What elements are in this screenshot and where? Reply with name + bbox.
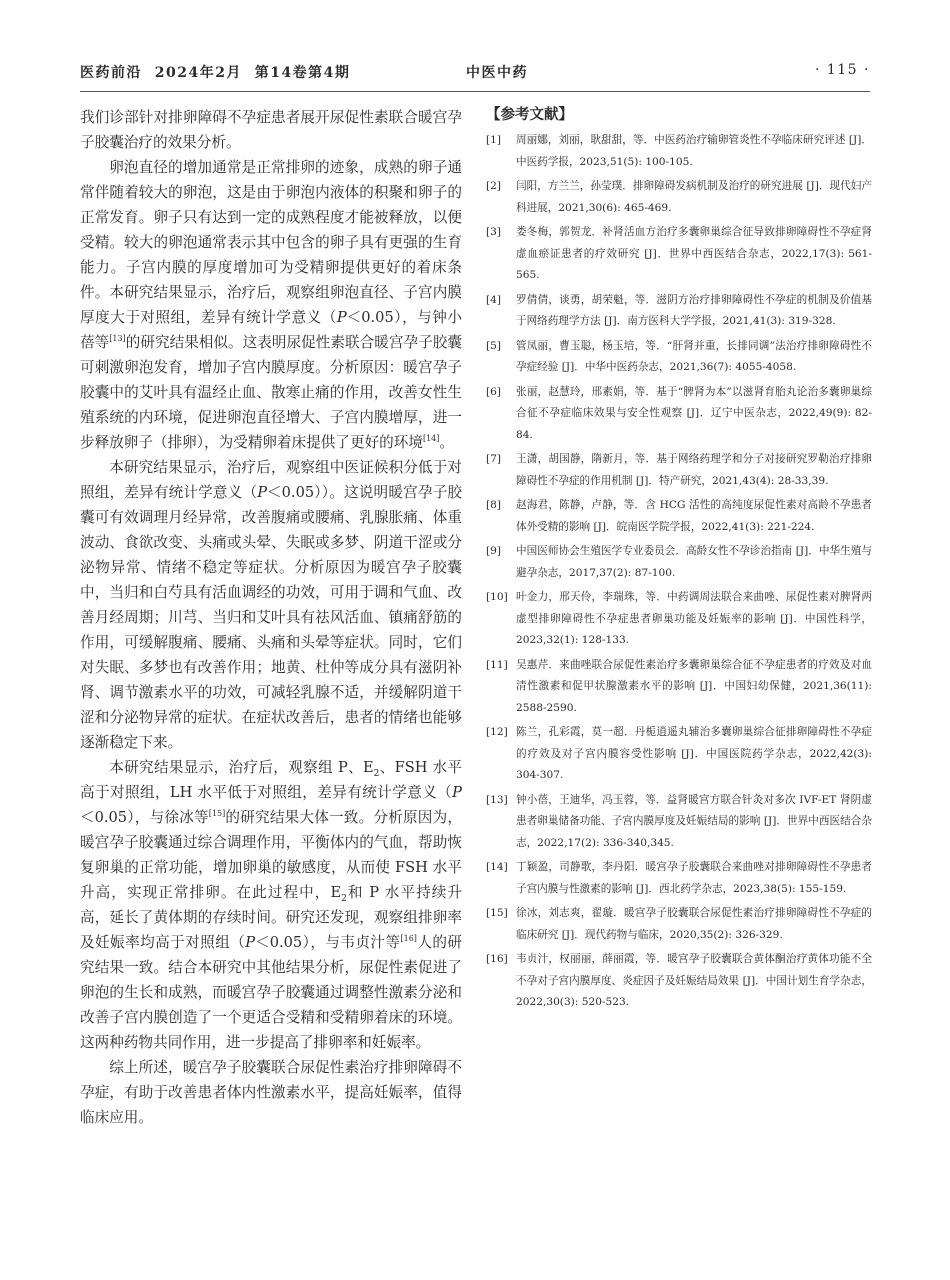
reference-number: [10] bbox=[486, 591, 508, 603]
running-header bbox=[80, 62, 870, 86]
reference-number: [15] bbox=[486, 907, 508, 919]
reference-number: [6] bbox=[486, 385, 502, 398]
reference-text: 韦贞汁，权丽丽，薛丽霞，等．暖宫孕子胶囊联合黄体酮治疗黄体功能不全不孕对子宫内膜厚度、炎症因子及妊娠结局效果 [J]．中国计划生育学杂志，2022,30(3): 520-523. bbox=[516, 953, 872, 1008]
reference-number: [14] bbox=[486, 861, 508, 873]
reference-number: [12] bbox=[486, 726, 508, 738]
reference-item bbox=[486, 495, 872, 538]
reference-number: [13] bbox=[486, 793, 508, 806]
reference-item bbox=[486, 587, 872, 652]
body-text-column bbox=[80, 105, 462, 1130]
reference-text: 周丽娜，刘丽，耿甜甜，等．中医药治疗输卵管炎性不孕临床研究评述 [J]．中医药学报，2023,51(5): 100-105. bbox=[516, 134, 872, 168]
reference-text: 丁颖盈，司静歌，李丹阳．暖宫孕子胶囊联合来曲唑对排卵障碍性不孕患者子宫内膜与性激素的影响 [J]．西北药学杂志，2023,38(5): 155-159. bbox=[516, 861, 872, 895]
reference-number: [9] bbox=[486, 545, 502, 557]
reference-item bbox=[486, 903, 872, 946]
reference-item bbox=[486, 722, 872, 787]
reference-number: [1] bbox=[486, 134, 502, 146]
p-value-symbol: P bbox=[336, 309, 347, 326]
paragraph-tcm-score: 本研究结果显示，治疗后，观察组中医证候积分低于对照组，差异有统计学意义（P＜0.05））。这说明暖宫孕子胶囊可有效调理月经异常，改善腹痛或腰痛、乳腺胀痛、体重波动、食欲改变、头痛或头晕、失眠或多梦、阴道干涩或分泌物异常、情绪不稳定等症状。分析原因为暖宫孕子胶囊中，当归和白芍具有活血调经的功效，可用于调和气血、改善月经周期；川芎、当归和艾叶具有祛风活血、镇痛舒筋的作用，可缓解腹痛、腰痛、头痛和头晕等症状。同时，它们对失眠、多梦也有改善作用；地黄、杜仲等成分具有滋阴补肾、调节激素水平的功效，可减轻乳腺不适，并缓解阴道干涩和分泌物异常的症状。在症状改善后，患者的情绪也能够逐渐稳定下来。 bbox=[80, 459, 462, 751]
reference-number: [4] bbox=[486, 293, 502, 306]
page-number: · 115 · bbox=[814, 62, 870, 78]
paragraph-hormones: 本研究结果显示，治疗后，观察组 P、$E_2$、FSH 水平高于对照组，LH 水平低于对照组，差异有统计学意义（P＜0.05），与徐冰等[15]的研究结果大体一致。分析原因为，暖宫孕子胶囊通过综合调理作用，平衡体内的气血，帮助恢复卵巢的正常功能，增加卵巢的敏感度，从而使 FSH 水平升高，实现正常排卵。在此过程中，$E_2$和 P 水平持续升高，延长了黄体期的存续时间。研究还发现，观察组排卵率及妊娠率均高于对照组（P＜0.05），与韦贞汁等[16]人的研究结果一致。结合本研究中其他结果分析，尿促性素促进了卵泡的生长和成熟，而暖宫孕子胶囊通过调整性激素分泌和改善子宫内膜创造了一个更适合受精和受精卵着床的环境。这两种药物共同作用，进一步提高了排卵率和妊娠率。 bbox=[80, 759, 462, 1051]
citation-15: [15] bbox=[208, 809, 226, 819]
reference-number: [8] bbox=[486, 499, 502, 511]
reference-text: 赵海君，陈静，卢静，等．含 HCG 活性的高纯度尿促性素对高龄不孕患者体外受精的影响 [J]．皖南医学院学报，2022,41(3): 221-224. bbox=[516, 499, 872, 533]
reference-text: 中国医师协会生殖医学专业委员会．高龄女性不孕诊治指南 [J]．中华生殖与避孕杂志，2017,37(2): 87-100. bbox=[516, 545, 872, 579]
references-section bbox=[486, 104, 872, 1017]
reference-item bbox=[486, 655, 872, 720]
reference-item bbox=[486, 857, 872, 900]
reference-text: 王潇，胡国静，隋新月，等．基于网络药理学和分子对接研究罗勒治疗排卵障碍性不孕症的作用机制 [J]．特产研究，2021,43(4): 28-33,39. bbox=[516, 453, 872, 487]
references-heading: 【参考文献】 bbox=[486, 106, 573, 123]
reference-item bbox=[486, 790, 872, 855]
reference-item bbox=[486, 382, 872, 447]
reference-text: 管凤丽，曹玉聪，杨玉培，等．“肝肾并重，长排同调”法治疗排卵障碍性不孕症经验 [J]．中华中医药杂志，2021,36(7): 4055-4058. bbox=[516, 339, 872, 373]
reference-item bbox=[486, 130, 872, 173]
reference-list bbox=[486, 130, 872, 1014]
reference-item bbox=[486, 222, 872, 287]
journal-info: 医药前沿 2024年2月 第14卷第4期 bbox=[80, 65, 351, 81]
citation-13: [13] bbox=[109, 334, 126, 344]
header-rule bbox=[80, 91, 870, 92]
reference-item bbox=[486, 949, 872, 1014]
reference-number: [7] bbox=[486, 453, 502, 465]
reference-number: [11] bbox=[486, 658, 508, 671]
citation-16: [16] bbox=[400, 934, 417, 944]
reference-text: 钟小蓓，王迪华，冯玉蓉，等．益肾暖宫方联合针灸对多次 IVF-ET 肾阴虚患者卵巢储备功能、子宫内膜厚度及妊娠结局的影响 [J]．世界中西医结合杂志，2022,17(2): 336-340,345. bbox=[516, 793, 872, 849]
reference-text: 闫阳，方兰兰，孙莹璞．排卵障碍发病机制及治疗的研究进展 [J]．现代妇产科进展，2021,30(6): 465-469. bbox=[516, 180, 872, 214]
reference-item bbox=[486, 541, 872, 584]
reference-text: 娄冬梅，郭贺龙．补肾活血方治疗多囊卵巢综合征导致排卵障碍性不孕症肾虚血瘀证患者的疗效研究 [J]．世界中西医结合杂志，2022,17(3): 561-565. bbox=[516, 226, 872, 281]
section-title: 中医中药 bbox=[466, 65, 528, 81]
reference-text: 徐冰，刘志爽，翟璇．暖宫孕子胶囊联合尿促性素治疗排卵障碍性不孕症的临床研究 [J]．现代药物与临床，2020,35(2): 326-329. bbox=[516, 907, 872, 941]
citation-14: [14] bbox=[422, 434, 440, 444]
paragraph-conclusion: 综上所述，暖宫孕子胶囊联合尿促性素治疗排卵障碍不孕症，有助于改善患者体内性激素水平，提高妊娠率，值得临床应用。 bbox=[80, 1059, 462, 1126]
paragraph-continued: 我们诊部针对排卵障碍不孕症患者展开尿促性素联合暖宫孕子胶囊治疗的效果分析。 bbox=[80, 109, 462, 151]
reference-number: [3] bbox=[486, 226, 502, 238]
reference-text: 张丽，赵慧玲，邢素娟，等．基于“脾肾为本”以滋肾育胎丸论治多囊卵巢综合征不孕症临床效果与安全性观察 [J]．辽宁中医杂志，2022,49(9): 82-84. bbox=[516, 385, 872, 441]
reference-text: 吴惠芹．来曲唑联合尿促性素治疗多囊卵巢综合征不孕症患者的疗效及对血清性激素和促甲状腺激素水平的影响 [J]．中国妇幼保健，2021,36(11): 2588-2590. bbox=[516, 658, 872, 714]
paragraph-follicle: 卵泡直径的增加通常是正常排卵的迹象，成熟的卵子通常伴随着较大的卵泡，这是由于卵泡内液体的积聚和卵子的正常发育。卵子只有达到一定的成熟程度才能被释放，以便受精。较大的卵泡通常表示其中包含的卵子具有更强的生育能力。子宫内膜的厚度增加可为受精卵提供更好的着床条件。本研究结果显示，治疗后，观察组卵泡直径、子宫内膜厚度大于对照组，差异有统计学意义（P＜0.05），与钟小蓓等[13]的研究结果相似。这表明尿促性素联合暖宫孕子胶囊可刺激卵泡发育，增加子宫内膜厚度。分析原因：暖宫孕子胶囊中的艾叶具有温经止血、散寒止痛的作用，改善女性生殖系统的内环境，促进卵泡直径增大、子宫内膜增厚，进一步释放卵子（排卵），为受精卵着床提供了更好的环境[14]。 bbox=[80, 159, 462, 451]
reference-text: 叶金力，邢天伶，李瑞珠，等．中药调周法联合来曲唑、尿促性素对脾肾两虚型排卵障碍性不孕症患者卵巢功能及妊娠率的影响 [J]．中国性科学，2023,32(1): 128-133. bbox=[516, 591, 872, 646]
reference-text: 罗倩倩，谈勇，胡荣魁，等．滋阴方治疗排卵障碍性不孕症的机制及价值基于网络药理学方法 [J]．南方医科大学学报，2021,41(3): 319-328. bbox=[516, 293, 872, 327]
reference-text: 陈兰，孔彩霞，莫一超．丹栀逍遥丸辅治多囊卵巢综合征排卵障碍性不孕症的疗效及对子宫内膜容受性影响 [J]．中国医院药学杂志，2022,42(3): 304-307. bbox=[516, 726, 872, 781]
reference-item bbox=[486, 449, 872, 492]
reference-number: [2] bbox=[486, 180, 502, 192]
reference-item bbox=[486, 336, 872, 379]
reference-item bbox=[486, 176, 872, 219]
reference-number: [5] bbox=[486, 339, 502, 352]
reference-item bbox=[486, 290, 872, 333]
reference-number: [16] bbox=[486, 953, 508, 965]
